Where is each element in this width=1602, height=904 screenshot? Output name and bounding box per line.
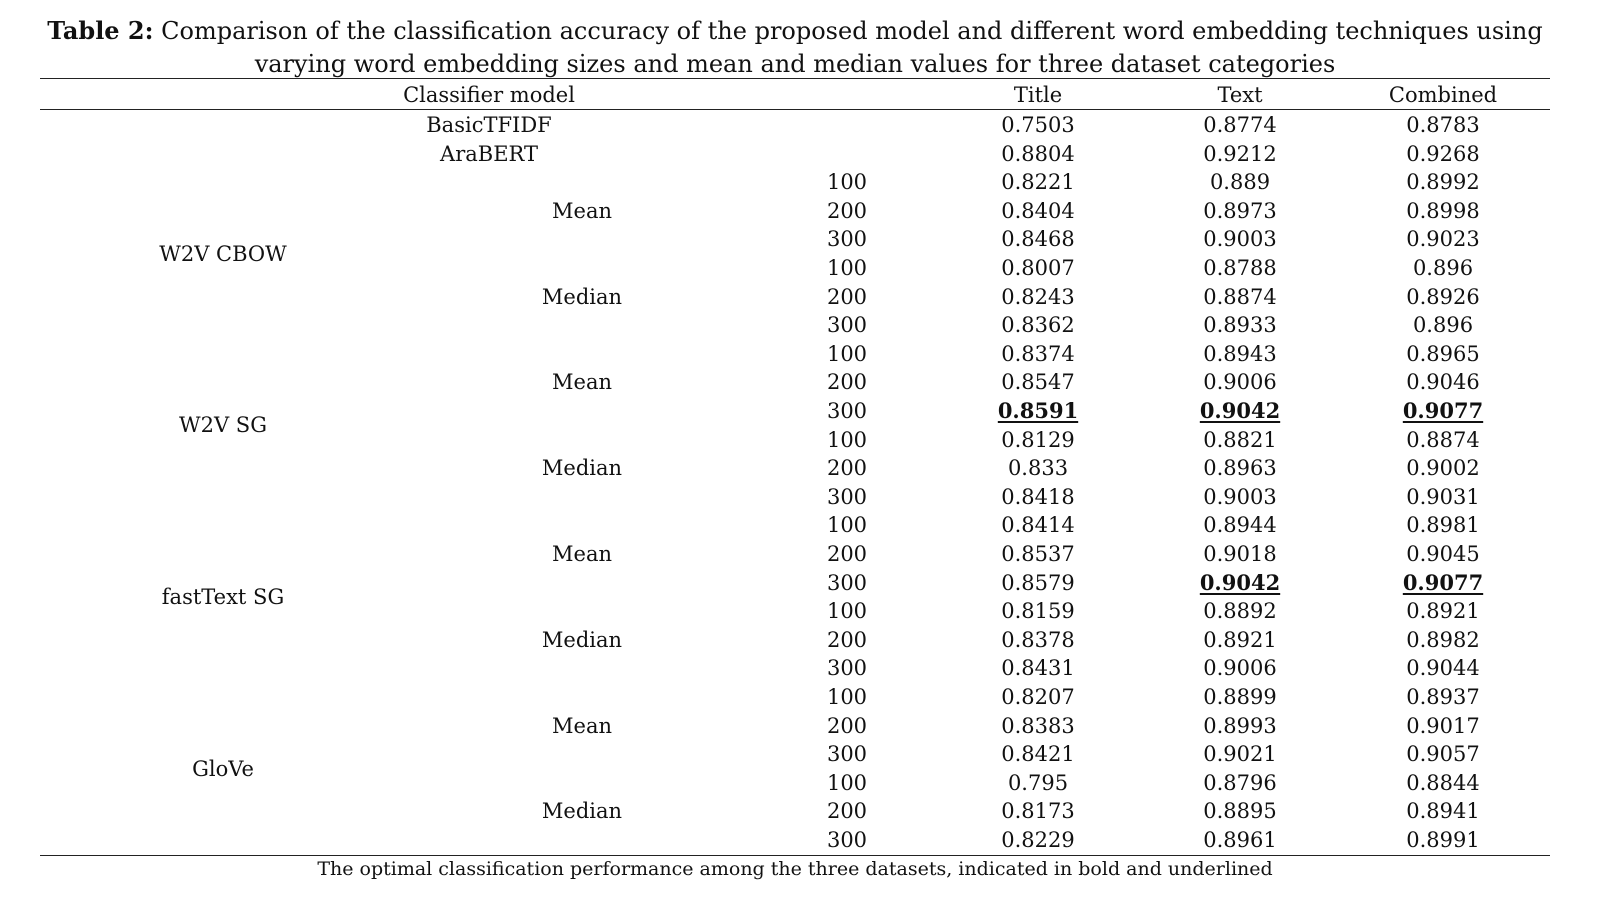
cell-title: 0.8537 [1001,542,1075,566]
cell-combined: 0.8783 [1406,113,1480,137]
embedding-size: 200 [826,198,868,223]
embedding-size: 100 [826,427,868,452]
cell-combined: 0.8991 [1406,828,1480,852]
cell-title: 0.8804 [1001,141,1075,166]
embedding-size: 100 [826,770,868,795]
cell-title: 0.8229 [1001,828,1075,852]
caption-text-line1: Comparison of the classification accuracy of the proposed model and different word embedding techniques using [161,17,1543,45]
header-title: Title [1013,83,1063,107]
cell-text: 0.9003 [1203,227,1277,252]
embedding-size: 100 [826,170,868,195]
cell-combined: 0.8941 [1406,799,1480,824]
embedding-size: 300 [826,742,868,767]
table-footnote: The optimal classification performance among the three datasets, indicated in bold and underlined [317,858,1273,880]
cell-title: 0.8579 [1001,570,1075,595]
table-caption [40,14,1550,81]
cell-title: 0.8383 [1001,713,1075,738]
cell-combined: 0.8926 [1406,284,1480,309]
aggregation-label: Median [541,627,623,652]
cell-combined: 0.9023 [1406,227,1480,252]
embedding-size: 200 [826,456,868,481]
cell-title: 0.8547 [1001,370,1075,395]
cell-text: 0.8874 [1203,284,1277,309]
embedding-size: 100 [826,599,868,624]
caption-label: Table 2: [47,16,154,45]
cell-title: 0.8378 [1001,627,1075,652]
cell-title: 0.8362 [1001,313,1075,338]
embedding-model-label: fastText SG [161,584,285,609]
aggregation-label: Mean [552,370,612,395]
cell-combined: 0.8981 [1406,513,1480,538]
cell-text: 0.889 [1209,170,1271,195]
cell-combined: 0.9017 [1406,713,1480,738]
embedding-size: 200 [826,284,868,309]
cell-text: 0.9006 [1203,370,1277,395]
embedding-size: 200 [826,542,868,566]
cell-text: 0.9021 [1203,742,1277,767]
embedding-size: 300 [826,484,868,509]
embedding-model-label: W2V SG [179,413,267,438]
cell-text: 0.8788 [1203,256,1277,280]
cell-text: 0.8796 [1203,770,1277,795]
aggregation-label: Mean [552,542,612,566]
cell-text: 0.9042 [1199,569,1281,595]
cell-combined: 0.896 [1412,256,1474,280]
embedding-size: 200 [826,627,868,652]
cell-title: 0.8591 [997,398,1079,423]
cell-title: 0.8468 [1001,227,1075,252]
cell-combined: 0.8844 [1406,770,1480,795]
cell-text: 0.8933 [1203,313,1277,338]
embedding-size: 300 [826,656,868,681]
cell-title: 0.8221 [1001,170,1075,195]
cell-title: 0.8414 [1001,513,1075,538]
header-classifier-model: Classifier model [403,83,575,107]
cell-combined: 0.8998 [1406,198,1480,223]
aggregation-label: Median [541,799,623,824]
embedding-size: 300 [826,570,868,595]
cell-combined: 0.9031 [1406,484,1480,509]
embedding-size: 300 [826,399,868,423]
cell-combined: 0.9002 [1406,456,1480,481]
cell-text: 0.8993 [1203,713,1277,738]
cell-title: 0.8243 [1001,284,1075,309]
caption-text-line2: varying word embedding sizes and mean and median values for three dataset categories [254,50,1336,78]
cell-combined: 0.9077 [1402,398,1484,423]
cell-text: 0.8821 [1203,427,1277,452]
cell-text: 0.8774 [1203,113,1277,137]
embedding-size: 300 [826,227,868,252]
baseline-model-name: AraBERT [440,141,538,166]
cell-title: 0.8173 [1001,799,1075,824]
aggregation-label: Median [541,284,623,309]
cell-combined: 0.9045 [1406,542,1480,566]
aggregation-label: Mean [552,713,612,738]
cell-combined: 0.9046 [1406,370,1480,395]
cell-text: 0.8943 [1203,341,1277,366]
embedding-size: 100 [826,341,868,366]
cell-title: 0.833 [1007,456,1069,481]
cell-text: 0.9212 [1203,141,1277,166]
cell-text: 0.9006 [1203,656,1277,681]
header-text: Text [1217,83,1263,107]
embedding-size: 300 [826,313,868,338]
cell-title: 0.8421 [1001,742,1075,767]
aggregation-label: Median [541,456,623,481]
table-bottom-rule [40,855,1550,856]
table-top-rule [40,78,1550,79]
cell-text: 0.8921 [1203,627,1277,652]
cell-text: 0.8895 [1203,799,1277,824]
cell-title: 0.795 [1007,770,1069,795]
embedding-size: 300 [826,828,868,852]
embedding-size: 100 [826,256,868,280]
embedding-size: 200 [826,799,868,824]
cell-text: 0.8892 [1203,599,1277,624]
embedding-size: 100 [826,513,868,538]
cell-combined: 0.8965 [1406,341,1480,366]
cell-title: 0.8007 [1001,256,1075,280]
cell-title: 0.8159 [1001,599,1075,624]
header-combined: Combined [1388,83,1498,107]
embedding-size: 200 [826,713,868,738]
cell-combined: 0.8982 [1406,627,1480,652]
cell-title: 0.8418 [1001,484,1075,509]
cell-text: 0.8973 [1203,198,1277,223]
embedding-size: 100 [826,685,868,709]
cell-combined: 0.896 [1412,313,1474,338]
baseline-model-name: BasicTFIDF [426,113,552,137]
cell-combined: 0.9044 [1406,656,1480,681]
cell-text: 0.9018 [1203,542,1277,566]
cell-combined: 0.9077 [1402,569,1484,595]
cell-combined: 0.8992 [1406,170,1480,195]
embedding-model-label: W2V CBOW [159,241,287,266]
cell-combined: 0.8874 [1406,427,1480,452]
cell-title: 0.8207 [1001,685,1075,709]
cell-combined: 0.9057 [1406,742,1480,767]
cell-combined: 0.8921 [1406,599,1480,624]
cell-title: 0.8374 [1001,341,1075,366]
cell-text: 0.8961 [1203,828,1277,852]
cell-text: 0.8963 [1203,456,1277,481]
cell-text: 0.9003 [1203,484,1277,509]
cell-title: 0.8404 [1001,198,1075,223]
embedding-size: 200 [826,370,868,395]
cell-title: 0.8129 [1001,427,1075,452]
aggregation-label: Mean [552,198,612,223]
cell-text: 0.8944 [1203,513,1277,538]
cell-title: 0.7503 [1001,113,1075,137]
header-rule [40,109,1550,110]
embedding-model-label: GloVe [192,756,254,781]
cell-title: 0.8431 [1001,656,1075,681]
cell-combined: 0.8937 [1406,685,1480,709]
cell-text: 0.8899 [1203,685,1277,709]
cell-combined: 0.9268 [1406,141,1480,166]
cell-text: 0.9042 [1199,398,1281,423]
